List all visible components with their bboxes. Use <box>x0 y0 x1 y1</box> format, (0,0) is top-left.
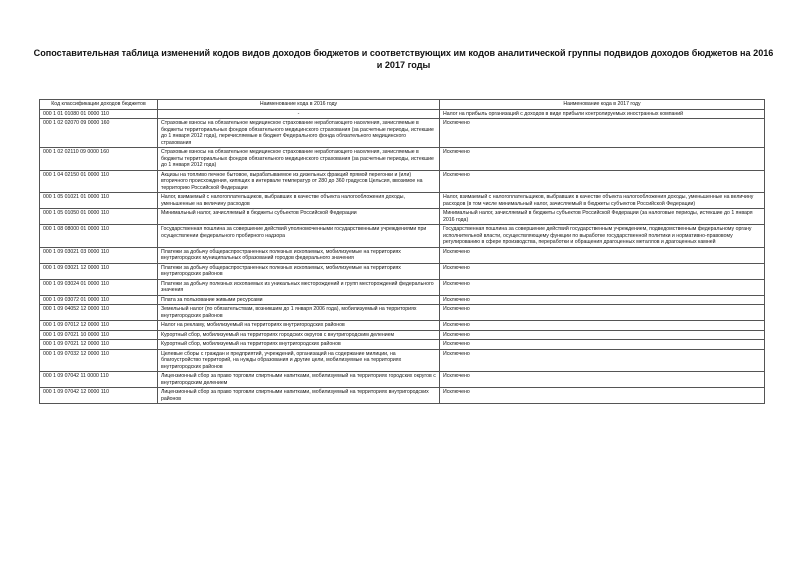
row-code: 000 1 09 07021 12 0000 110 <box>40 340 158 350</box>
table-row <box>40 349 765 372</box>
row-name-2016: - <box>158 109 440 119</box>
row-name-2016: Земельный налог (по обязательствам, возникшим до 1 января 2006 года), мобилизуемый на территориях внутригородских районов <box>158 305 440 321</box>
row-name-2017: Исключено <box>440 372 765 388</box>
row-name-2017: Исключено <box>440 321 765 331</box>
table-row <box>40 279 765 295</box>
row-name-2016: Налог на рекламу, мобилизуемый на территориях внутригородских районов <box>158 321 440 331</box>
table-row <box>40 330 765 340</box>
row-name-2017: Исключено <box>440 349 765 372</box>
row-name-2017: Исключено <box>440 340 765 350</box>
row-name-2017: Исключено <box>440 295 765 305</box>
row-code: 000 1 05 01021 01 0000 110 <box>40 193 158 209</box>
comparison-table <box>39 99 765 404</box>
row-name-2017: Исключено <box>440 388 765 404</box>
header-code: Код классификации доходов бюджетов <box>40 100 158 110</box>
table-row <box>40 193 765 209</box>
row-name-2017: Минимальный налог, зачисляемый в бюджеты субъектов Российской Федерации (за налоговые периоды, истекшие до 1 января 2016 года) <box>440 209 765 225</box>
table-row <box>40 305 765 321</box>
table-row <box>40 209 765 225</box>
table-row <box>40 119 765 148</box>
row-name-2016: Целевые сборы с граждан и предприятий, учреждений, организаций на содержание милиции, на благоустройство территорий, на нужды образования и другие цели, мобилизуемые на территориях внутригородских районов <box>158 349 440 372</box>
row-name-2017: Исключено <box>440 247 765 263</box>
row-name-2017: Исключено <box>440 263 765 279</box>
row-name-2017: Исключено <box>440 305 765 321</box>
table-row <box>40 225 765 248</box>
row-code: 000 1 08 08000 01 0000 110 <box>40 225 158 248</box>
table-row <box>40 295 765 305</box>
table-row <box>40 263 765 279</box>
header-name-2017: Наименование кода в 2017 году <box>440 100 765 110</box>
row-name-2016: Минимальный налог, зачисляемый в бюджеты субъектов Российской Федерации <box>158 209 440 225</box>
table-row <box>40 340 765 350</box>
row-code: 000 1 01 01080 01 0000 110 <box>40 109 158 119</box>
row-code: 000 1 09 07012 12 0000 110 <box>40 321 158 331</box>
row-name-2016: Платежи за добычу общераспространенных полезных ископаемых, мобилизуемые на территориях внутригородских районов <box>158 263 440 279</box>
row-code: 000 1 09 03021 12 0000 110 <box>40 263 158 279</box>
row-code: 000 1 09 03021 03 0000 110 <box>40 247 158 263</box>
table-row <box>40 109 765 119</box>
row-name-2017: Исключено <box>440 279 765 295</box>
row-code: 000 1 05 01050 01 0000 110 <box>40 209 158 225</box>
row-name-2016: Плата за пользование живыми ресурсами <box>158 295 440 305</box>
row-name-2016: Курортный сбор, мобилизуемый на территориях городских округов с внутригородским делением <box>158 330 440 340</box>
row-name-2016: Лицензионный сбор за право торговли спиртными напитками, мобилизуемый на территориях городских округов с внутригородским делением <box>158 372 440 388</box>
table-row <box>40 247 765 263</box>
row-name-2016: Страховые взносы на обязательное медицинское страхование неработающего населения, зачисляемые в бюджеты территориальных фондов обязательного медицинского страхования (за расчетные периоды, истекшие до 1 января 2012 года) <box>158 148 440 171</box>
row-name-2016: Курортный сбор, мобилизуемый на территориях внутригородских районов <box>158 340 440 350</box>
row-name-2016: Платежи за добычу общераспространенных полезных ископаемых, мобилизуемые на территориях внутригородских муниципальных образований городов федерального значения <box>158 247 440 263</box>
row-code: 000 1 09 04052 12 0000 110 <box>40 305 158 321</box>
row-code: 000 1 09 03024 01 0000 110 <box>40 279 158 295</box>
row-code: 000 1 09 07021 10 0000 110 <box>40 330 158 340</box>
row-code: 000 1 09 03072 01 0000 110 <box>40 295 158 305</box>
row-name-2016: Акцизы на топливо печное бытовое, вырабатываемое из дизельных фракций прямой перегонки и (или) вторичного происхождения, кипящих в интервале температур от 280 до 360 градусов Цельсия, ввозимое на территорию Российской Федерации <box>158 170 440 193</box>
row-name-2016: Налог, взимаемый с налогоплательщиков, выбравших в качестве объекта налогообложения доходы, уменьшенные на величину расходов <box>158 193 440 209</box>
row-name-2016: Государственная пошлина за совершение действий уполномоченными государственными учреждениями при осуществлении федерального пробирного надзора <box>158 225 440 248</box>
row-name-2016: Лицензионный сбор за право торговли спиртными напитками, мобилизуемый на территориях внутригородских районов <box>158 388 440 404</box>
row-name-2017: Исключено <box>440 148 765 171</box>
row-code: 000 1 04 02150 01 0000 110 <box>40 170 158 193</box>
row-code: 000 1 09 07042 12 0000 110 <box>40 388 158 404</box>
row-name-2017: Налог на прибыль организаций с доходов в виде прибыли контролируемых иностранных компаний <box>440 109 765 119</box>
row-code: 000 1 09 07032 12 0000 110 <box>40 349 158 372</box>
table-row <box>40 388 765 404</box>
row-name-2017: Исключено <box>440 170 765 193</box>
row-name-2017: Исключено <box>440 119 765 148</box>
table-row <box>40 148 765 171</box>
row-name-2017: Налог, взимаемый с налогоплательщиков, выбравших в качестве объекта налогообложения доходы, уменьшенные на величину расходов (в том числе минимальный налог, зачисляемый в бюджеты субъектов Российской Федерации) <box>440 193 765 209</box>
row-name-2017: Государственная пошлина за совершение действий государственным учреждением, подведомственным федеральному органу исполнительной власти, осуществляющему функции по выработке государственной политики и нормативно-правовому регулированию в сфере производства, переработки и обращения драгоценных металлов и драгоценных камней <box>440 225 765 248</box>
row-name-2016: Платежи за добычу полезных ископаемых из уникальных месторождений и групп месторождений федерального значения <box>158 279 440 295</box>
table-row <box>40 372 765 388</box>
row-code: 000 1 02 02110 09 0000 160 <box>40 148 158 171</box>
table-row <box>40 321 765 331</box>
row-name-2017: Исключено <box>440 330 765 340</box>
row-name-2016: Страховые взносы на обязательное медицинское страхование неработающего населения, зачисляемые в бюджеты территориальных фондов обязательного медицинского страхования (за расчетные периоды, истекшие до 1 января 2012 года), перечисляемые в бюджет Федерального фонда обязательного медицинского страхования <box>158 119 440 148</box>
header-name-2016: Наименование кода в 2016 году <box>158 100 440 110</box>
row-code: 000 1 02 02070 09 0000 160 <box>40 119 158 148</box>
table-header-row <box>40 100 765 110</box>
table-row <box>40 170 765 193</box>
table-body <box>40 109 765 404</box>
document-title: Сопоставительная таблица изменений кодов видов доходов бюджетов и соответствующих им кодов аналитической группы подвидов доходов бюджетов на 2016 и 2017 годы <box>33 48 774 70</box>
row-code: 000 1 09 07042 11 0000 110 <box>40 372 158 388</box>
